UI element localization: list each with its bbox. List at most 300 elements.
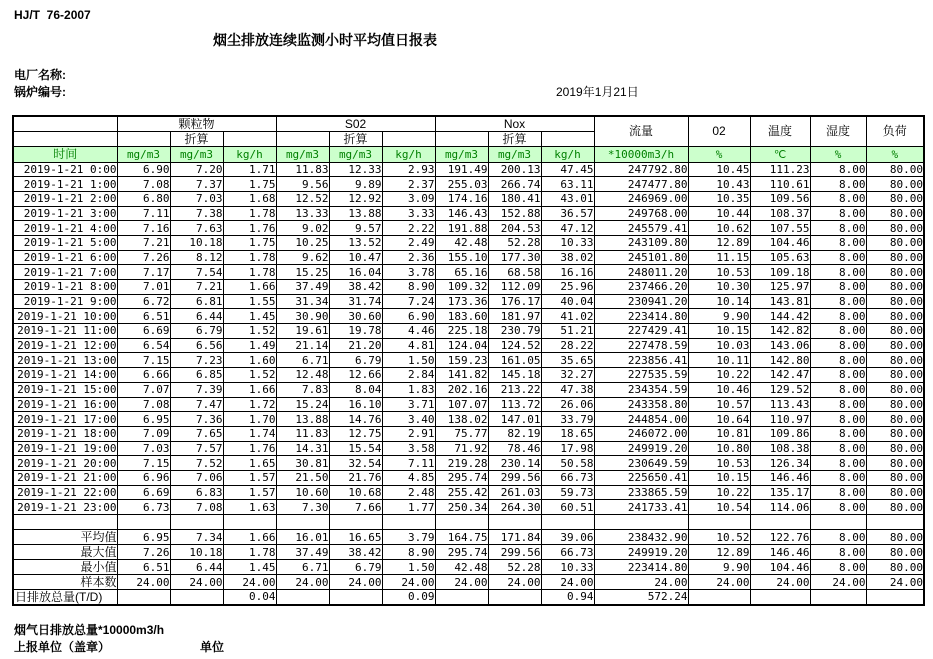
value-cell: 9.57 bbox=[329, 221, 382, 236]
value-cell: 50.58 bbox=[541, 456, 594, 471]
value-cell: 230941.20 bbox=[594, 294, 688, 309]
value-cell: 213.22 bbox=[488, 382, 541, 397]
value-cell: 7.03 bbox=[117, 441, 170, 456]
unit-cell: *10000m3/h bbox=[594, 146, 688, 162]
value-cell: 572.24 bbox=[594, 590, 688, 605]
value-cell: 1.60 bbox=[223, 353, 276, 368]
value-cell: 244854.00 bbox=[594, 412, 688, 427]
value-cell bbox=[435, 590, 488, 605]
value-cell: 80.00 bbox=[866, 397, 924, 412]
value-cell: 4.85 bbox=[382, 470, 435, 485]
value-cell: 11.15 bbox=[688, 250, 750, 265]
value-cell: 6.81 bbox=[170, 294, 223, 309]
table-row bbox=[13, 515, 924, 530]
table-row bbox=[13, 560, 924, 575]
value-cell: 7.34 bbox=[170, 530, 223, 545]
summary-label-cell: 最大值 bbox=[13, 545, 117, 560]
value-cell: 80.00 bbox=[866, 309, 924, 324]
time-cell: 2019-1-21 1:00 bbox=[13, 177, 117, 192]
value-cell bbox=[117, 590, 170, 605]
value-cell: 1.76 bbox=[223, 221, 276, 236]
unit-cell: mg/m3 bbox=[170, 146, 223, 162]
value-cell: 10.03 bbox=[688, 338, 750, 353]
value-cell: 1.74 bbox=[223, 426, 276, 441]
value-cell: 105.63 bbox=[750, 250, 810, 265]
value-cell: 15.54 bbox=[329, 441, 382, 456]
value-cell: 14.76 bbox=[329, 412, 382, 427]
value-cell: 6.83 bbox=[170, 485, 223, 500]
report-table bbox=[12, 115, 925, 606]
header-blank-cell bbox=[276, 131, 329, 146]
value-cell: 10.35 bbox=[688, 191, 750, 206]
value-cell: 16.16 bbox=[541, 265, 594, 280]
value-cell bbox=[810, 515, 866, 530]
value-cell: 24.00 bbox=[117, 575, 170, 590]
unit-cell: % bbox=[688, 146, 750, 162]
value-cell: 7.11 bbox=[382, 456, 435, 471]
value-cell: 10.46 bbox=[688, 382, 750, 397]
value-cell: 10.44 bbox=[688, 206, 750, 221]
unit-cell: kg/h bbox=[541, 146, 594, 162]
value-cell: 3.09 bbox=[382, 191, 435, 206]
value-cell: 204.53 bbox=[488, 221, 541, 236]
header-temperature: 温度 bbox=[750, 116, 810, 146]
value-cell: 9.90 bbox=[688, 560, 750, 575]
value-cell: 3.40 bbox=[382, 412, 435, 427]
value-cell: 176.17 bbox=[488, 294, 541, 309]
value-cell: 173.36 bbox=[435, 294, 488, 309]
value-cell: 33.79 bbox=[541, 412, 594, 427]
value-cell: 6.71 bbox=[276, 353, 329, 368]
value-cell: 14.31 bbox=[276, 441, 329, 456]
value-cell: 10.14 bbox=[688, 294, 750, 309]
value-cell: 155.10 bbox=[435, 250, 488, 265]
value-cell: 25.96 bbox=[541, 280, 594, 295]
value-cell: 7.38 bbox=[170, 206, 223, 221]
value-cell: 24.00 bbox=[866, 575, 924, 590]
value-cell: 42.48 bbox=[435, 235, 488, 250]
time-cell: 2019-1-21 14:00 bbox=[13, 368, 117, 383]
value-cell: 230.79 bbox=[488, 324, 541, 339]
value-cell: 80.00 bbox=[866, 235, 924, 250]
time-cell: 2019-1-21 12:00 bbox=[13, 338, 117, 353]
value-cell: 249768.00 bbox=[594, 206, 688, 221]
value-cell: 8.00 bbox=[810, 221, 866, 236]
value-cell: 171.84 bbox=[488, 530, 541, 545]
time-cell: 2019-1-21 8:00 bbox=[13, 280, 117, 295]
value-cell: 266.74 bbox=[488, 177, 541, 192]
value-cell: 1.71 bbox=[223, 162, 276, 177]
value-cell bbox=[750, 590, 810, 605]
value-cell: 15.24 bbox=[276, 397, 329, 412]
value-cell: 63.11 bbox=[541, 177, 594, 192]
value-cell: 24.00 bbox=[750, 575, 810, 590]
value-cell: 80.00 bbox=[866, 412, 924, 427]
value-cell: 7.83 bbox=[276, 382, 329, 397]
value-cell: 19.61 bbox=[276, 324, 329, 339]
value-cell: 10.45 bbox=[688, 162, 750, 177]
value-cell: 80.00 bbox=[866, 441, 924, 456]
time-cell: 2019-1-21 18:00 bbox=[13, 426, 117, 441]
value-cell: 13.33 bbox=[276, 206, 329, 221]
value-cell: 245101.80 bbox=[594, 250, 688, 265]
unit-cell: mg/m3 bbox=[488, 146, 541, 162]
value-cell: 6.56 bbox=[170, 338, 223, 353]
table-row bbox=[13, 470, 924, 485]
value-cell: 3.78 bbox=[382, 265, 435, 280]
unit-cell: mg/m3 bbox=[435, 146, 488, 162]
header-converted: 折算 bbox=[170, 131, 223, 146]
value-cell: 8.00 bbox=[810, 265, 866, 280]
value-cell bbox=[276, 590, 329, 605]
value-cell: 9.90 bbox=[688, 309, 750, 324]
value-cell: 6.44 bbox=[170, 560, 223, 575]
value-cell: 8.00 bbox=[810, 235, 866, 250]
value-cell: 2.91 bbox=[382, 426, 435, 441]
value-cell: 10.54 bbox=[688, 500, 750, 515]
value-cell: 7.08 bbox=[117, 397, 170, 412]
value-cell: 24.00 bbox=[170, 575, 223, 590]
value-cell: 143.06 bbox=[750, 338, 810, 353]
value-cell: 299.56 bbox=[488, 545, 541, 560]
unit-cell: mg/m3 bbox=[329, 146, 382, 162]
value-cell: 8.00 bbox=[810, 441, 866, 456]
value-cell: 2.36 bbox=[382, 250, 435, 265]
value-cell: 202.16 bbox=[435, 382, 488, 397]
time-cell bbox=[13, 515, 117, 530]
table-row bbox=[13, 485, 924, 500]
value-cell: 10.22 bbox=[688, 485, 750, 500]
value-cell: 24.00 bbox=[688, 575, 750, 590]
table-row bbox=[13, 338, 924, 353]
value-cell: 234354.59 bbox=[594, 382, 688, 397]
value-cell: 10.52 bbox=[688, 530, 750, 545]
value-cell: 7.17 bbox=[117, 265, 170, 280]
value-cell: 10.68 bbox=[329, 485, 382, 500]
value-cell: 52.28 bbox=[488, 235, 541, 250]
value-cell bbox=[488, 515, 541, 530]
value-cell: 146.46 bbox=[750, 470, 810, 485]
value-cell: 109.32 bbox=[435, 280, 488, 295]
summary-label-cell: 样本数 bbox=[13, 575, 117, 590]
unit-cell: kg/h bbox=[223, 146, 276, 162]
value-cell: 146.46 bbox=[750, 545, 810, 560]
value-cell: 1.45 bbox=[223, 560, 276, 575]
value-cell: 7.37 bbox=[170, 177, 223, 192]
value-cell: 7.24 bbox=[382, 294, 435, 309]
unit-cell: % bbox=[810, 146, 866, 162]
value-cell: 66.73 bbox=[541, 545, 594, 560]
value-cell: 1.75 bbox=[223, 177, 276, 192]
table-row bbox=[13, 250, 924, 265]
value-cell: 8.00 bbox=[810, 397, 866, 412]
value-cell: 7.23 bbox=[170, 353, 223, 368]
header-blank-cell bbox=[13, 131, 117, 146]
time-cell: 2019-1-21 16:00 bbox=[13, 397, 117, 412]
value-cell bbox=[866, 515, 924, 530]
value-cell: 24.00 bbox=[329, 575, 382, 590]
boiler-number-label: 锅炉编号: bbox=[14, 85, 66, 99]
value-cell: 1.52 bbox=[223, 324, 276, 339]
value-cell: 1.78 bbox=[223, 545, 276, 560]
value-cell: 129.52 bbox=[750, 382, 810, 397]
time-cell: 2019-1-21 6:00 bbox=[13, 250, 117, 265]
value-cell: 8.00 bbox=[810, 412, 866, 427]
value-cell: 32.54 bbox=[329, 456, 382, 471]
plant-name-label: 电厂名称: bbox=[14, 68, 66, 82]
value-cell: 124.04 bbox=[435, 338, 488, 353]
value-cell: 7.09 bbox=[117, 426, 170, 441]
value-cell bbox=[329, 515, 382, 530]
value-cell: 12.66 bbox=[329, 368, 382, 383]
value-cell: 108.38 bbox=[750, 441, 810, 456]
time-cell: 2019-1-21 13:00 bbox=[13, 353, 117, 368]
time-cell: 2019-1-21 5:00 bbox=[13, 235, 117, 250]
standard-number: HJ/T 76-2007 bbox=[14, 8, 91, 22]
value-cell: 6.69 bbox=[117, 485, 170, 500]
value-cell: 124.52 bbox=[488, 338, 541, 353]
value-cell: 261.03 bbox=[488, 485, 541, 500]
value-cell: 1.49 bbox=[223, 338, 276, 353]
value-cell: 40.04 bbox=[541, 294, 594, 309]
header-humidity: 湿度 bbox=[810, 116, 866, 146]
value-cell: 13.88 bbox=[276, 412, 329, 427]
value-cell: 147.01 bbox=[488, 412, 541, 427]
value-cell: 146.43 bbox=[435, 206, 488, 221]
time-cell: 2019-1-21 17:00 bbox=[13, 412, 117, 427]
value-cell: 16.04 bbox=[329, 265, 382, 280]
value-cell: 10.33 bbox=[541, 235, 594, 250]
value-cell: 8.00 bbox=[810, 206, 866, 221]
value-cell: 109.18 bbox=[750, 265, 810, 280]
time-cell: 2019-1-21 10:00 bbox=[13, 309, 117, 324]
value-cell: 10.64 bbox=[688, 412, 750, 427]
value-cell: 71.92 bbox=[435, 441, 488, 456]
value-cell: 1.78 bbox=[223, 206, 276, 221]
value-cell: 7.03 bbox=[170, 191, 223, 206]
value-cell: 30.90 bbox=[276, 309, 329, 324]
value-cell bbox=[688, 590, 750, 605]
value-cell: 21.50 bbox=[276, 470, 329, 485]
value-cell: 80.00 bbox=[866, 191, 924, 206]
value-cell: 246072.00 bbox=[594, 426, 688, 441]
table-row bbox=[13, 500, 924, 515]
value-cell: 7.39 bbox=[170, 382, 223, 397]
value-cell: 7.08 bbox=[170, 500, 223, 515]
value-cell: 6.71 bbox=[276, 560, 329, 575]
value-cell: 38.02 bbox=[541, 250, 594, 265]
value-cell: 26.06 bbox=[541, 397, 594, 412]
table-row bbox=[13, 221, 924, 236]
value-cell: 7.15 bbox=[117, 353, 170, 368]
value-cell: 7.21 bbox=[170, 280, 223, 295]
value-cell: 30.81 bbox=[276, 456, 329, 471]
value-cell: 7.52 bbox=[170, 456, 223, 471]
unit-cell: mg/m3 bbox=[117, 146, 170, 162]
table-row bbox=[13, 294, 924, 309]
value-cell: 1.45 bbox=[223, 309, 276, 324]
value-cell: 180.41 bbox=[488, 191, 541, 206]
reporting-unit-label: 上报单位（盖章） bbox=[14, 640, 111, 654]
value-cell: 7.11 bbox=[117, 206, 170, 221]
value-cell: 10.43 bbox=[688, 177, 750, 192]
value-cell: 16.01 bbox=[276, 530, 329, 545]
time-cell: 2019-1-21 21:00 bbox=[13, 470, 117, 485]
value-cell: 12.89 bbox=[688, 545, 750, 560]
value-cell: 1.68 bbox=[223, 191, 276, 206]
value-cell: 219.28 bbox=[435, 456, 488, 471]
table-row bbox=[13, 265, 924, 280]
value-cell: 2.37 bbox=[382, 177, 435, 192]
value-cell: 7.01 bbox=[117, 280, 170, 295]
value-cell: 11.83 bbox=[276, 426, 329, 441]
header-o2: 02 bbox=[688, 116, 750, 146]
value-cell: 80.00 bbox=[866, 470, 924, 485]
time-cell: 2019-1-21 4:00 bbox=[13, 221, 117, 236]
value-cell: 8.00 bbox=[810, 426, 866, 441]
value-cell: 7.06 bbox=[170, 470, 223, 485]
value-cell: 227429.41 bbox=[594, 324, 688, 339]
value-cell: 3.79 bbox=[382, 530, 435, 545]
value-cell: 11.83 bbox=[276, 162, 329, 177]
value-cell: 113.72 bbox=[488, 397, 541, 412]
header-load: 负荷 bbox=[866, 116, 924, 146]
value-cell: 225650.41 bbox=[594, 470, 688, 485]
value-cell: 59.73 bbox=[541, 485, 594, 500]
table-row bbox=[13, 191, 924, 206]
value-cell: 241733.41 bbox=[594, 500, 688, 515]
value-cell: 2.22 bbox=[382, 221, 435, 236]
value-cell: 42.48 bbox=[435, 560, 488, 575]
value-cell: 80.00 bbox=[866, 324, 924, 339]
value-cell: 78.46 bbox=[488, 441, 541, 456]
value-cell: 10.47 bbox=[329, 250, 382, 265]
value-cell: 24.00 bbox=[435, 575, 488, 590]
value-cell: 8.00 bbox=[810, 500, 866, 515]
table-row bbox=[13, 280, 924, 295]
value-cell: 6.79 bbox=[329, 353, 382, 368]
table-row bbox=[13, 530, 924, 545]
value-cell: 39.06 bbox=[541, 530, 594, 545]
value-cell: 13.52 bbox=[329, 235, 382, 250]
value-cell: 1.78 bbox=[223, 250, 276, 265]
table-row bbox=[13, 575, 924, 590]
value-cell: 7.26 bbox=[117, 250, 170, 265]
value-cell: 6.69 bbox=[117, 324, 170, 339]
header-flow: 流量 bbox=[594, 116, 688, 146]
value-cell: 295.74 bbox=[435, 470, 488, 485]
value-cell: 1.50 bbox=[382, 560, 435, 575]
value-cell: 18.65 bbox=[541, 426, 594, 441]
value-cell: 104.46 bbox=[750, 560, 810, 575]
value-cell: 80.00 bbox=[866, 426, 924, 441]
value-cell: 80.00 bbox=[866, 294, 924, 309]
value-cell bbox=[810, 590, 866, 605]
value-cell: 30.60 bbox=[329, 309, 382, 324]
summary-label-cell: 平均值 bbox=[13, 530, 117, 545]
value-cell: 233865.59 bbox=[594, 485, 688, 500]
value-cell: 80.00 bbox=[866, 530, 924, 545]
value-cell: 9.56 bbox=[276, 177, 329, 192]
value-cell: 80.00 bbox=[866, 500, 924, 515]
value-cell bbox=[276, 515, 329, 530]
value-cell: 32.27 bbox=[541, 368, 594, 383]
value-cell: 8.00 bbox=[810, 560, 866, 575]
value-cell: 36.57 bbox=[541, 206, 594, 221]
value-cell: 51.21 bbox=[541, 324, 594, 339]
value-cell: 247477.80 bbox=[594, 177, 688, 192]
value-cell: 8.04 bbox=[329, 382, 382, 397]
value-cell: 6.66 bbox=[117, 368, 170, 383]
value-cell: 3.71 bbox=[382, 397, 435, 412]
unit-cell: % bbox=[866, 146, 924, 162]
value-cell: 112.09 bbox=[488, 280, 541, 295]
value-cell: 4.46 bbox=[382, 324, 435, 339]
summary-label-cell: 日排放总量(T/D) bbox=[13, 590, 117, 605]
value-cell: 10.15 bbox=[688, 324, 750, 339]
value-cell: 142.47 bbox=[750, 368, 810, 383]
value-cell: 227535.59 bbox=[594, 368, 688, 383]
value-cell: 8.00 bbox=[810, 456, 866, 471]
value-cell: 28.22 bbox=[541, 338, 594, 353]
value-cell: 161.05 bbox=[488, 353, 541, 368]
value-cell bbox=[594, 515, 688, 530]
value-cell: 10.18 bbox=[170, 235, 223, 250]
value-cell: 0.04 bbox=[223, 590, 276, 605]
value-cell: 237466.20 bbox=[594, 280, 688, 295]
value-cell: 243109.80 bbox=[594, 235, 688, 250]
value-cell: 82.19 bbox=[488, 426, 541, 441]
header-so2: S02 bbox=[276, 116, 435, 131]
value-cell: 8.00 bbox=[810, 470, 866, 485]
value-cell: 68.58 bbox=[488, 265, 541, 280]
table-row bbox=[13, 162, 924, 177]
value-cell: 80.00 bbox=[866, 265, 924, 280]
value-cell: 295.74 bbox=[435, 545, 488, 560]
value-cell: 7.16 bbox=[117, 221, 170, 236]
value-cell bbox=[750, 515, 810, 530]
value-cell: 113.43 bbox=[750, 397, 810, 412]
value-cell: 9.02 bbox=[276, 221, 329, 236]
value-cell: 80.00 bbox=[866, 177, 924, 192]
unit-cell: kg/h bbox=[382, 146, 435, 162]
table-row bbox=[13, 324, 924, 339]
value-cell: 4.81 bbox=[382, 338, 435, 353]
value-cell: 183.60 bbox=[435, 309, 488, 324]
value-cell: 0.94 bbox=[541, 590, 594, 605]
value-cell: 10.81 bbox=[688, 426, 750, 441]
value-cell: 35.65 bbox=[541, 353, 594, 368]
value-cell: 8.00 bbox=[810, 353, 866, 368]
time-cell: 2019-1-21 7:00 bbox=[13, 265, 117, 280]
value-cell: 41.02 bbox=[541, 309, 594, 324]
value-cell: 1.75 bbox=[223, 235, 276, 250]
table-row bbox=[13, 426, 924, 441]
value-cell: 230649.59 bbox=[594, 456, 688, 471]
value-cell: 1.57 bbox=[223, 470, 276, 485]
value-cell: 135.17 bbox=[750, 485, 810, 500]
value-cell: 8.00 bbox=[810, 485, 866, 500]
value-cell: 122.76 bbox=[750, 530, 810, 545]
value-cell bbox=[688, 515, 750, 530]
value-cell: 6.72 bbox=[117, 294, 170, 309]
value-cell: 107.55 bbox=[750, 221, 810, 236]
value-cell: 143.81 bbox=[750, 294, 810, 309]
value-cell: 7.08 bbox=[117, 177, 170, 192]
value-cell: 24.00 bbox=[276, 575, 329, 590]
value-cell: 24.00 bbox=[810, 575, 866, 590]
header-group-row bbox=[13, 116, 924, 131]
